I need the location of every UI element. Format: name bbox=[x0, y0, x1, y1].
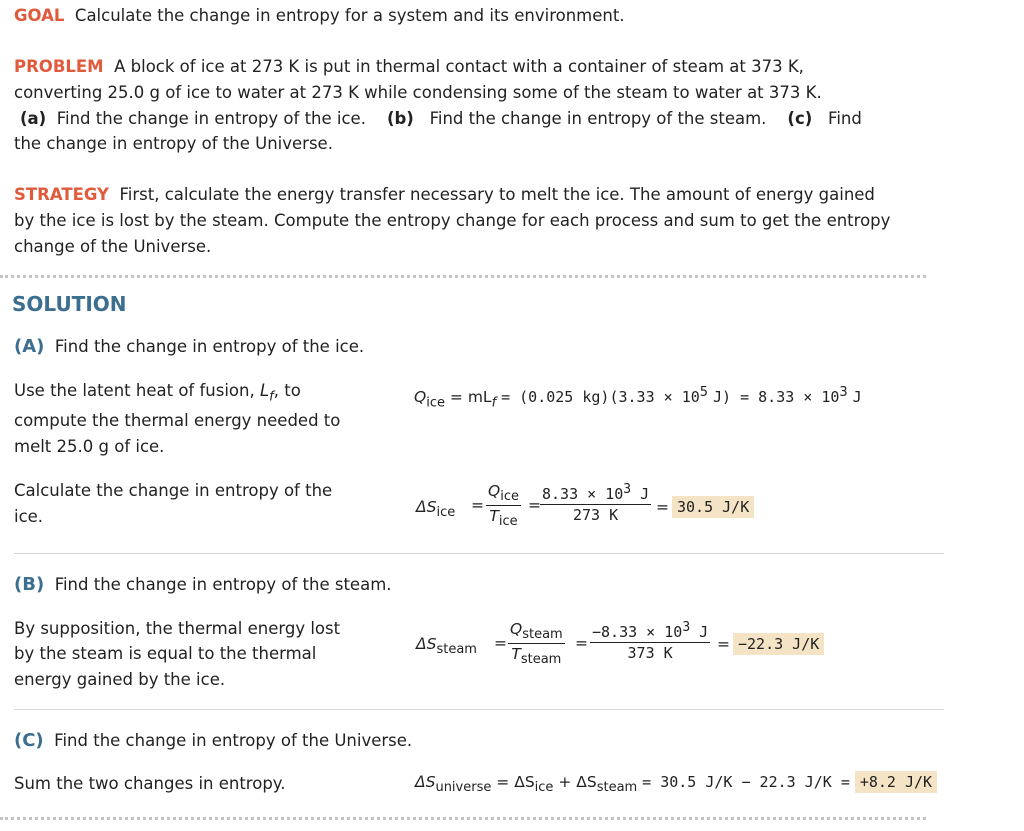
eq3-lhs-group bbox=[416, 635, 477, 657]
problem-part-c-label: (c) bbox=[787, 109, 813, 128]
eq1-rhs2: J) = 8.33 × 10 bbox=[712, 388, 840, 407]
eq3-num2-sup: 3 bbox=[682, 620, 691, 635]
problem-part-a-label: (a) bbox=[20, 109, 47, 128]
step1-symbol: L bbox=[259, 381, 270, 400]
part-a-step1-line3: melt 25.0 g of ice. bbox=[14, 437, 165, 456]
part-c-text: Sum the two changes in entropy. bbox=[14, 774, 286, 793]
eq3-num-sub: steam bbox=[522, 627, 563, 643]
eq3-num: Q bbox=[510, 620, 523, 638]
eq3-equals-2: = bbox=[575, 634, 588, 652]
eq4-t1-sub: ice bbox=[534, 780, 554, 796]
eq2-num2-unit: J bbox=[640, 485, 650, 503]
eq2-lhs-sub: ice bbox=[436, 505, 456, 521]
part-a-step1-line2: compute the thermal energy needed to bbox=[14, 411, 341, 430]
part-a-step2-line1: Calculate the change in entropy of the bbox=[14, 481, 333, 500]
eq2-equals-2: = bbox=[528, 496, 541, 514]
strategy-line-1 bbox=[14, 182, 875, 208]
eq2-den: T bbox=[489, 507, 499, 526]
part-b-text-3: energy gained by the ice. bbox=[14, 670, 226, 689]
goal-line bbox=[14, 3, 625, 29]
problem-line-1 bbox=[14, 54, 804, 80]
eq2-den2: 273 K bbox=[573, 506, 619, 524]
part-b-label: (B) bbox=[14, 574, 45, 595]
equation-universe bbox=[415, 773, 937, 795]
eq3-den2: 373 K bbox=[627, 644, 673, 662]
eq2-fraction-numeric bbox=[540, 482, 651, 524]
bottom-divider bbox=[0, 817, 926, 820]
problem-part-b-text: Find the change in entropy of the steam. bbox=[429, 109, 767, 128]
result-entropy-steam: −22.3 J/K bbox=[733, 633, 824, 655]
strategy-text-1: First, calculate the energy transfer necessary to melt the ice. The amount of energy gained bbox=[119, 185, 875, 204]
eq1-mid: = mL bbox=[449, 388, 492, 407]
eq1-rhs2-sup: 3 bbox=[839, 385, 848, 400]
problem-line-3 bbox=[20, 106, 862, 132]
problem-line-2: converting 25.0 g of ice to water at 273 K while condensing some of the steam to water at 373 K. bbox=[14, 83, 822, 102]
problem-label: PROBLEM bbox=[14, 57, 104, 76]
eq2-lhs: ΔS bbox=[416, 498, 437, 516]
part-a-title bbox=[14, 334, 364, 360]
part-c-label: (C) bbox=[14, 730, 44, 751]
part-b-text-2: by the steam is equal to the thermal bbox=[14, 644, 317, 663]
eq3-lhs-sub: steam bbox=[436, 642, 477, 658]
strategy-line-3: change of the Universe. bbox=[14, 237, 212, 256]
eq1-rhs1-sup: 5 bbox=[699, 385, 709, 400]
eq2-fraction-symbolic bbox=[486, 482, 521, 529]
eq2-num: Q bbox=[488, 482, 501, 500]
problem-part-c-text: Find bbox=[828, 109, 862, 128]
eq1-lhs: Q bbox=[414, 388, 427, 407]
eq2-equals-3: = bbox=[656, 498, 669, 516]
eq3-den-sub: steam bbox=[520, 652, 562, 668]
eq2-num2-sup: 3 bbox=[623, 482, 632, 497]
eq1-unit: J bbox=[852, 388, 862, 407]
step1-text-pre: Use the latent heat of fusion, bbox=[14, 381, 255, 400]
eq1-lhs-sub: ice bbox=[426, 395, 445, 411]
eq3-lhs: ΔS bbox=[416, 635, 437, 653]
eq2-equals-1: = bbox=[471, 496, 484, 514]
eq3-fraction-numeric bbox=[590, 620, 710, 662]
part-b-title-text: Find the change in entropy of the steam. bbox=[54, 575, 392, 594]
eq4-t1: = ΔS bbox=[496, 773, 535, 791]
part-a-label: (A) bbox=[14, 336, 45, 357]
eq2-num2: 8.33 × 10 bbox=[542, 485, 624, 503]
step1-text-post: , to bbox=[273, 381, 301, 400]
step1-symbol-sub: f bbox=[269, 389, 274, 405]
part-a-title-text: Find the change in entropy of the ice. bbox=[54, 337, 365, 356]
eq1-mid-sub: f bbox=[491, 395, 497, 411]
rule-b-c bbox=[14, 709, 944, 710]
part-c-title-text: Find the change in entropy of the Universe. bbox=[54, 731, 413, 750]
strategy-line-2: by the ice is lost by the steam. Compute the entropy change for each process and sum to get the entropy bbox=[14, 211, 891, 230]
eq4-lhs-sub: universe bbox=[435, 780, 492, 796]
problem-part-a-text: Find the change in entropy of the ice. bbox=[56, 109, 366, 128]
result-entropy-ice: 30.5 J/K bbox=[672, 496, 754, 518]
eq2-den-sub: ice bbox=[498, 514, 518, 530]
eq3-num2-unit: J bbox=[699, 623, 709, 641]
eq3-fraction-symbolic bbox=[508, 620, 565, 667]
eq2-lhs-group bbox=[416, 498, 455, 520]
goal-text: Calculate the change in entropy for a system and its environment. bbox=[74, 6, 625, 25]
section-divider bbox=[0, 275, 926, 278]
problem-part-b-label: (b) bbox=[386, 109, 414, 128]
eq3-equals-1: = bbox=[494, 634, 507, 652]
eq2-num-sub: ice bbox=[500, 489, 519, 505]
eq3-den: T bbox=[511, 645, 521, 664]
eq1-rhs1: = (0.025 kg)(3.33 × 10 bbox=[501, 388, 700, 407]
equation-heat-ice bbox=[414, 385, 862, 410]
part-c-title bbox=[14, 728, 412, 754]
strategy-label: STRATEGY bbox=[14, 185, 109, 204]
problem-line-4: the change in entropy of the Universe. bbox=[14, 134, 333, 153]
eq3-num2: −8.33 × 10 bbox=[592, 623, 683, 641]
part-b-text-1: By supposition, the thermal energy lost bbox=[14, 619, 341, 638]
part-a-step2-line2: ice. bbox=[14, 507, 44, 526]
rule-a-b bbox=[14, 553, 944, 554]
goal-label: GOAL bbox=[14, 6, 65, 25]
part-b-title bbox=[14, 572, 392, 598]
eq4-lhs: ΔS bbox=[415, 773, 436, 791]
eq4-rhs: = 30.5 J/K − 22.3 J/K = bbox=[642, 773, 850, 791]
eq3-equals-3: = bbox=[717, 635, 730, 653]
solution-heading: SOLUTION bbox=[12, 292, 127, 316]
problem-text-1: A block of ice at 273 K is put in thermal contact with a container of steam at 373 K, bbox=[114, 57, 804, 76]
eq4-t2: + ΔS bbox=[558, 773, 597, 791]
part-a-step1-line1 bbox=[14, 378, 301, 410]
result-entropy-universe: +8.2 J/K bbox=[855, 771, 937, 793]
eq4-t2-sub: steam bbox=[596, 780, 638, 796]
